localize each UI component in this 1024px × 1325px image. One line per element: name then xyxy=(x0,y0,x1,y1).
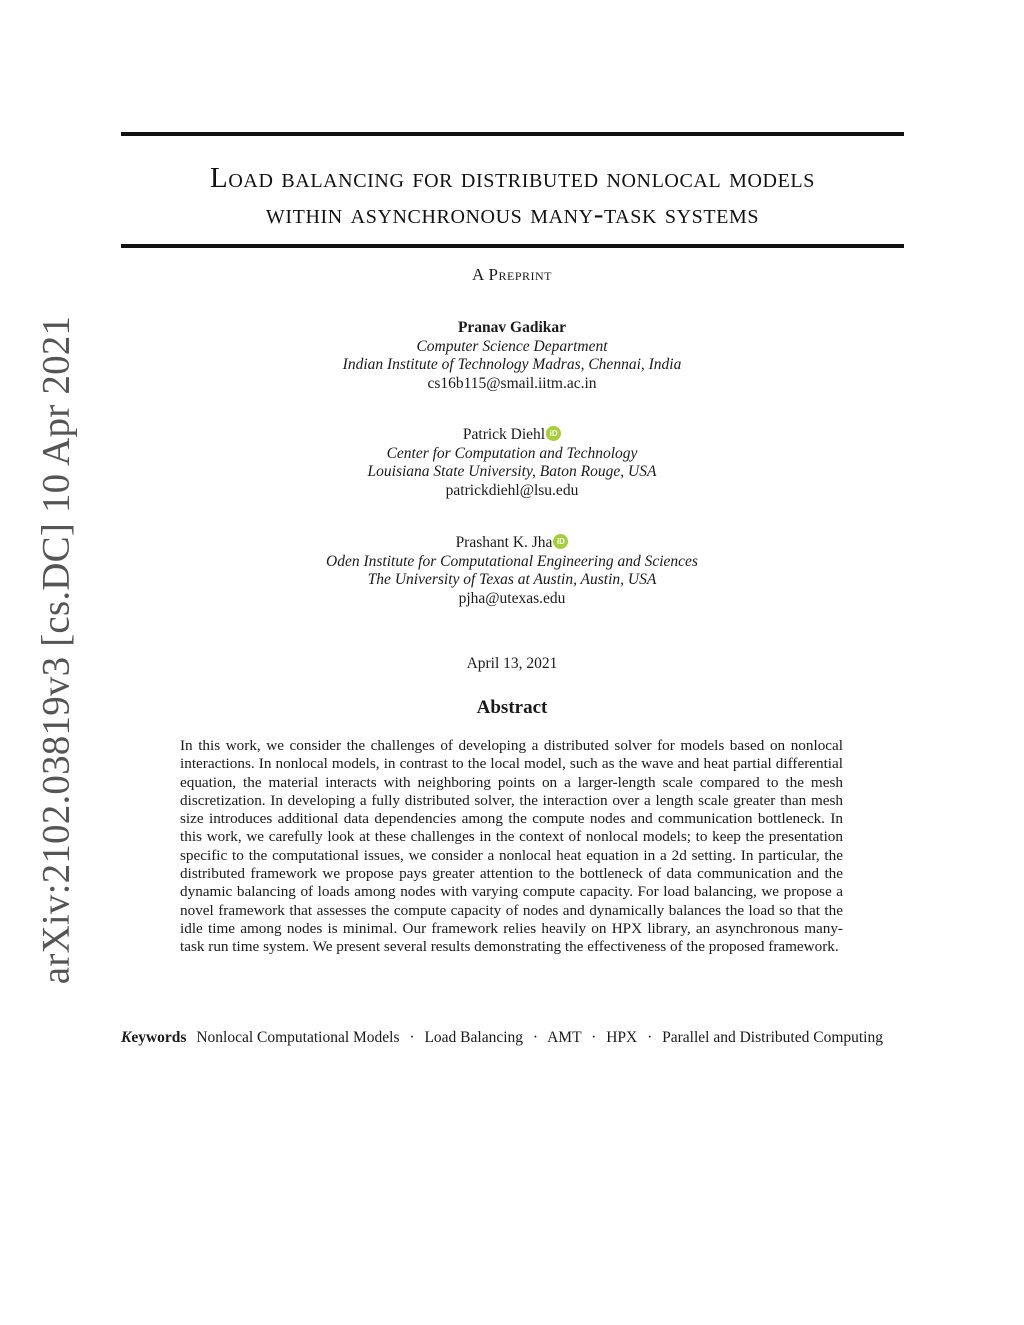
keyword-item: Load Balancing xyxy=(424,1029,524,1046)
author-email[interactable]: cs16b115@smail.iitm.ac.in xyxy=(427,374,597,392)
keyword-separator: · xyxy=(647,1029,653,1046)
author-name-line xyxy=(0,426,1024,445)
author-affiliation: Indian Institute of Technology Madras, Chennai, India xyxy=(342,356,682,373)
author-name: Patrick Diehl xyxy=(462,426,546,443)
author-email[interactable]: pjha@utexas.edu xyxy=(458,589,566,607)
author-email[interactable]: patrickdiehl@lsu.edu xyxy=(445,481,579,499)
keyword-item: AMT xyxy=(547,1029,582,1046)
preprint-label: A Preprint xyxy=(471,265,553,284)
keyword-separator: · xyxy=(532,1029,539,1046)
orcid-icon[interactable]: iD xyxy=(546,426,561,441)
author-affiliation: Louisiana State University, Baton Rouge, USA xyxy=(367,463,657,480)
title-line-2: within asynchronous many-task systems xyxy=(265,198,760,230)
keyword-item: HPX xyxy=(606,1029,638,1046)
author-block-1 xyxy=(0,319,1024,393)
publication-date: April 13, 2021 xyxy=(466,655,558,672)
keyword-separator: · xyxy=(591,1029,597,1046)
keywords-section xyxy=(121,1029,891,1048)
author-affiliation: Center for Computation and Technology xyxy=(386,444,638,462)
title-rule-top xyxy=(121,132,904,136)
keywords-label: Keywords xyxy=(121,1029,187,1046)
title-rule-bottom xyxy=(121,244,904,248)
title-line-1: Load balancing for distributed nonlocal models xyxy=(210,162,815,194)
author-affiliation: Oden Institute for Computational Engineering and Sciences xyxy=(326,552,698,570)
author-name: Pranav Gadikar xyxy=(457,319,567,336)
paper-title xyxy=(121,160,904,232)
author-name-line xyxy=(0,534,1024,553)
keyword-item: Parallel and Distributed Computing xyxy=(662,1029,883,1046)
author-block-2 xyxy=(0,426,1024,500)
keyword-item: Nonlocal Computational Models xyxy=(196,1029,400,1046)
author-affiliation: The University of Texas at Austin, Austin, USA xyxy=(367,571,657,588)
author-affiliation: Computer Science Department xyxy=(416,337,608,355)
abstract-heading: Abstract xyxy=(476,697,548,718)
abstract-body: In this work, we consider the challenges of developing a distributed solver for models based on nonlocal interactions. In nonlocal models, in contrast to the local model, such as the wave and heat partial differential equation, the material interacts with neighboring points on a larger-length scale compared to the mesh discretization. In developing a fully distributed solver, the interaction over a length scale greater than mesh size introduces additional data dependencies among the compute nodes and communication bottleneck. In this work, we carefully look at these challenges in the context of nonlocal models; to keep the presentation specific to the computational issues, we consider a nonlocal heat equation in a 2d setting. In particular, the distributed framework we propose pays greater attention to the bottleneck of data communication and the dynamic balancing of loads among nodes with varying compute capacity. For load balancing, we propose a novel framework that assesses the compute capacity of nodes and dynamically balances the load so that the idle time among nodes is minimal. Our framework relies heavily on HPX library, an asynchronous many-task run time system. We present several results demonstrating the effectiveness of the proposed framework. xyxy=(180,737,843,956)
arxiv-identifier: arXiv:2102.03819v3 [cs.DC] 10 Apr 2021 xyxy=(34,315,78,985)
author-block-3 xyxy=(0,534,1024,608)
keyword-separator: · xyxy=(409,1029,415,1046)
orcid-icon[interactable]: iD xyxy=(553,534,568,549)
author-name: Prashant K. Jha xyxy=(455,534,553,551)
